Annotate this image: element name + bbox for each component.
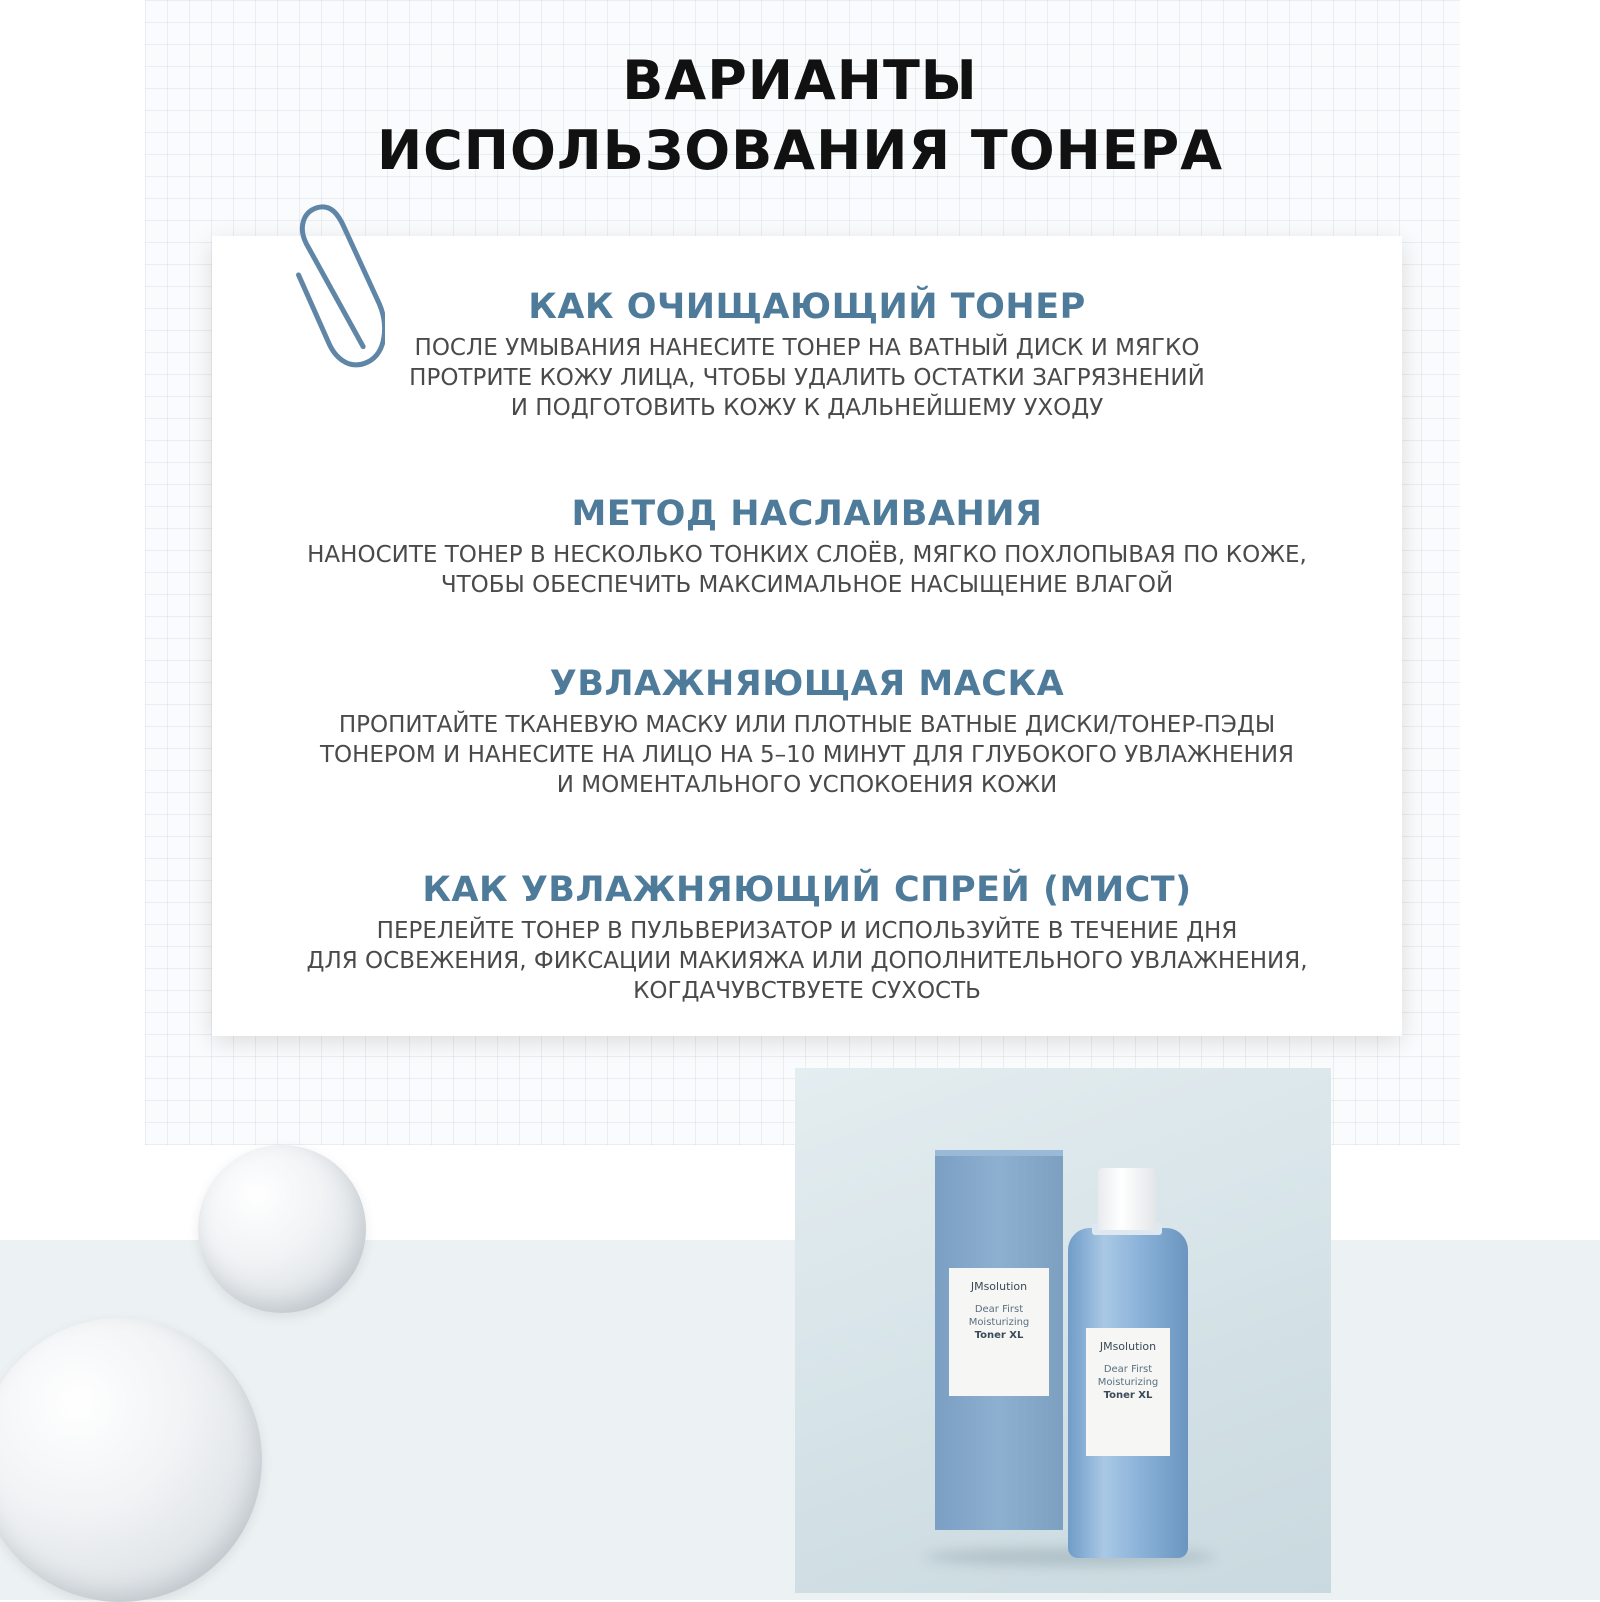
bottle-cap (1098, 1168, 1156, 1230)
section-mist (212, 868, 1402, 1006)
section-text-line: НАНОСИТЕ ТОНЕР В НЕСКОЛЬКО ТОНКИХ СЛОЁВ, МЯГКО ПОХЛОПЫВАЯ ПО КОЖЕ, (307, 542, 1307, 568)
bottle-name-line: Moisturizing (1097, 1377, 1159, 1388)
section-cleansing (212, 285, 1402, 423)
box-label (949, 1268, 1049, 1396)
section-text-line: ЧТОБЫ ОБЕСПЕЧИТЬ МАКСИМАЛЬНОЕ НАСЫЩЕНИЕ ВЛАГОЙ (440, 572, 1174, 598)
bottle-product-name (1086, 1363, 1170, 1402)
section-text (212, 540, 1402, 600)
bottle-brand: JMsolution (1099, 1340, 1157, 1353)
section-text-line: КОГДАЧУВСТВУЕТЕ СУХОСТЬ (633, 978, 981, 1004)
section-text-line: И МОМЕНТАЛЬНОГО УСПОКОЕНИЯ КОЖИ (556, 772, 1058, 798)
section-layering (212, 492, 1402, 600)
bottle-name-line: Dear First (1103, 1364, 1153, 1375)
bottle-name-line: Toner XL (1103, 1390, 1153, 1401)
section-text (212, 916, 1402, 1006)
product-box-top (935, 1150, 1063, 1156)
box-name-line: Toner XL (974, 1330, 1024, 1341)
section-text-line: ПРОТРИТЕ КОЖУ ЛИЦА, ЧТОБЫ УДАЛИТЬ ОСТАТКИ ЗАГРЯЗНЕНИЙ (409, 365, 1205, 391)
box-brand: JMsolution (970, 1280, 1028, 1293)
section-heading: МЕТОД НАСЛАИВАНИЯ (571, 494, 1043, 534)
section-heading: КАК ОЧИЩАЮЩИЙ ТОНЕР (528, 287, 1086, 327)
section-heading: КАК УВЛАЖНЯЮЩИЙ СПРЕЙ (МИСТ) (422, 870, 1192, 910)
bottle-label (1086, 1328, 1170, 1456)
section-text-line: ПРОПИТАЙТЕ ТКАНЕВУЮ МАСКУ ИЛИ ПЛОТНЫЕ ВАТНЫЕ ДИСКИ/ТОНЕР-ПЭДЫ (338, 712, 1276, 738)
section-mask (212, 662, 1402, 800)
section-text-line: ПЕРЕЛЕЙТЕ ТОНЕР В ПУЛЬВЕРИЗАТОР И ИСПОЛЬЗУЙТЕ В ТЕЧЕНИЕ ДНЯ (376, 918, 1238, 944)
section-text-line: ТОНЕРОМ И НАНЕСИТЕ НА ЛИЦО НА 5–10 МИНУТ ДЛЯ ГЛУБОКОГО УВЛАЖНЕНИЯ (319, 742, 1295, 768)
bubble-small (198, 1145, 366, 1313)
box-name-line: Dear First (974, 1304, 1024, 1315)
section-text-line: ДЛЯ ОСВЕЖЕНИЯ, ФИКСАЦИИ МАКИЯЖА ИЛИ ДОПОЛНИТЕЛЬНОГО УВЛАЖНЕНИЯ, (306, 948, 1308, 974)
page-title-line-1: ВАРИАНТЫ (622, 49, 978, 112)
section-text-line: ПОСЛЕ УМЫВАНИЯ НАНЕСИТЕ ТОНЕР НА ВАТНЫЙ ДИСК И МЯГКО (414, 335, 1200, 361)
product-bottle (1068, 1228, 1188, 1558)
section-heading: УВЛАЖНЯЮЩАЯ МАСКА (549, 664, 1065, 704)
product-photo (795, 1068, 1331, 1593)
product-box (935, 1150, 1063, 1530)
page-title-line-2: ИСПОЛЬЗОВАНИЯ ТОНЕРА (376, 119, 1224, 182)
section-text-line: И ПОДГОТОВИТЬ КОЖУ К ДАЛЬНЕЙШЕМУ УХОДУ (510, 395, 1104, 421)
section-text (212, 710, 1402, 800)
box-product-name (949, 1303, 1049, 1342)
page-title (0, 46, 1600, 186)
box-name-line: Moisturizing (968, 1317, 1030, 1328)
section-text (212, 333, 1402, 423)
